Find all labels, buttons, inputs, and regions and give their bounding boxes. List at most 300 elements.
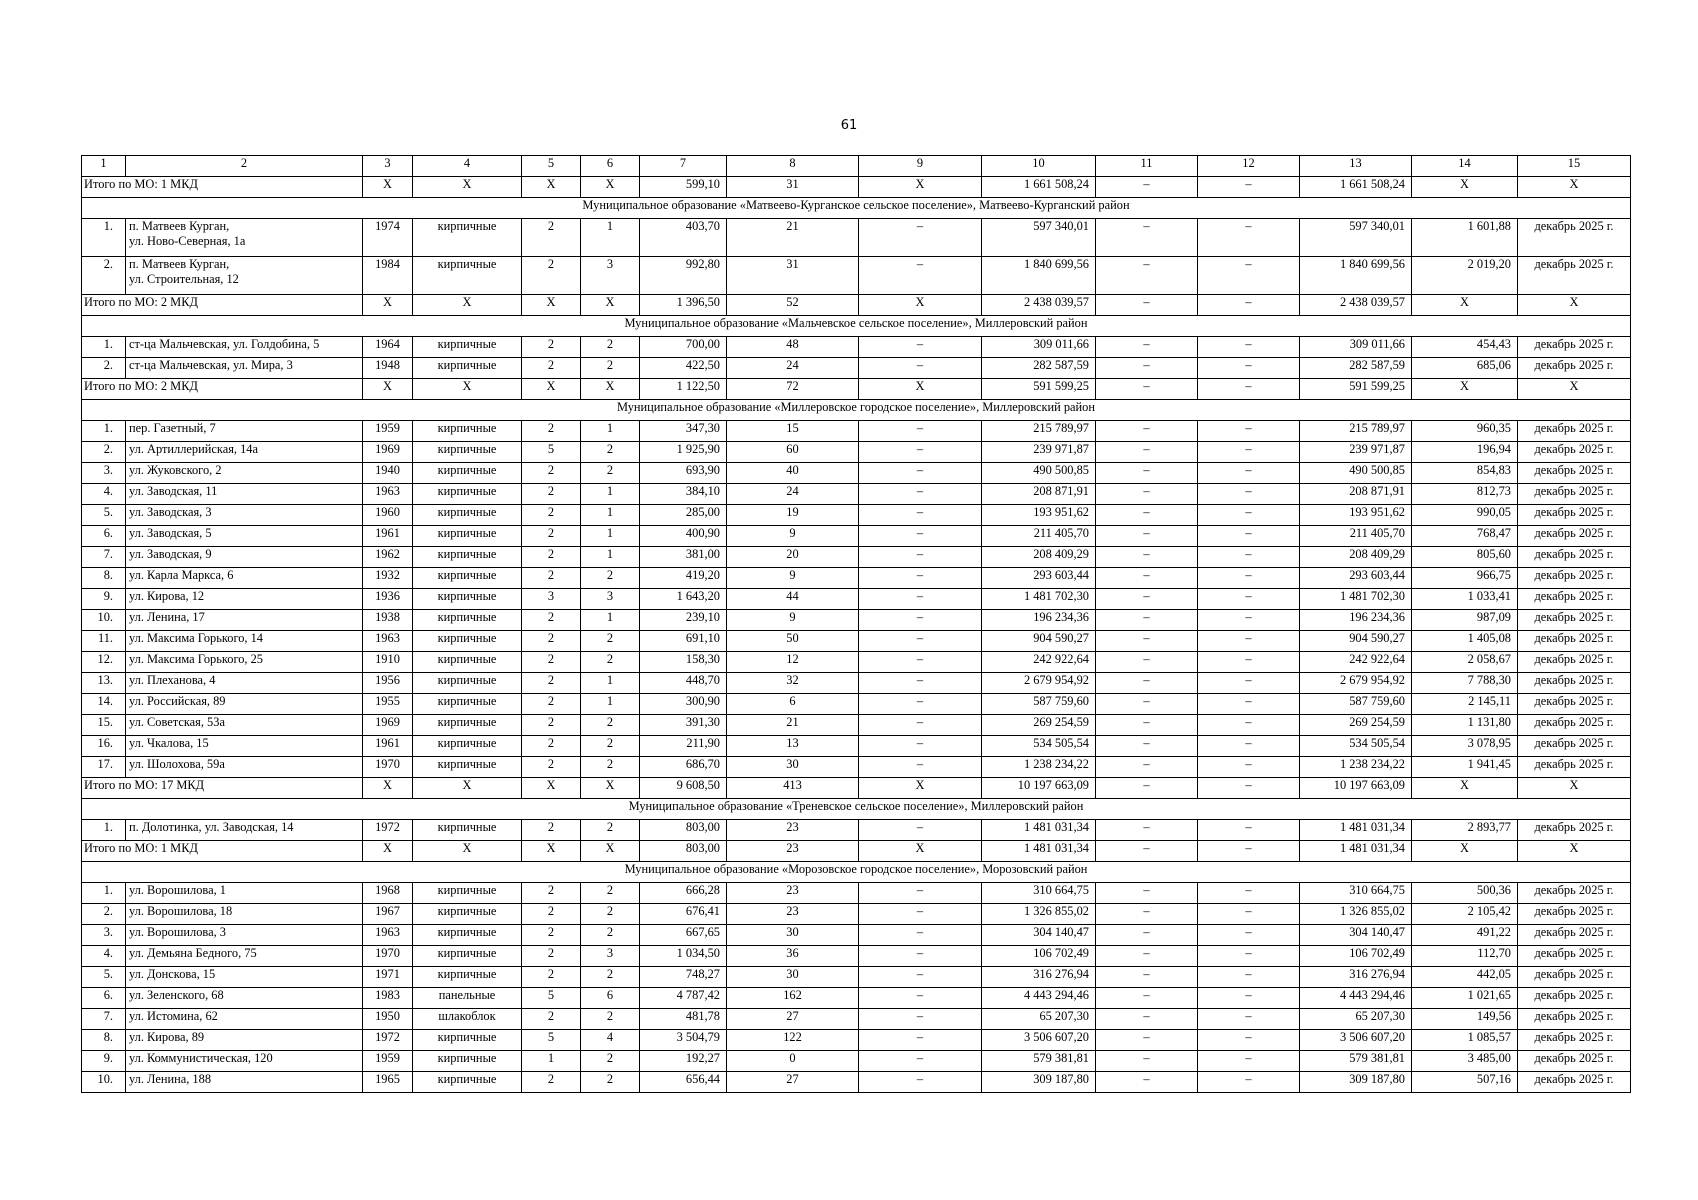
cell-col-4: кирпичные: [413, 442, 522, 463]
cell-col-5: Х: [522, 295, 581, 316]
total-row: [82, 295, 1631, 316]
cell-col-11: –: [1096, 1009, 1198, 1030]
row-index: 8.: [82, 568, 126, 589]
cell-col-14: Х: [1412, 177, 1518, 198]
cell-col-6: 2: [581, 463, 640, 484]
address-cell: ул. Ленина, 188: [126, 1072, 363, 1093]
cell-col-15: декабрь 2025 г.: [1518, 421, 1631, 442]
cell-col-15: декабрь 2025 г.: [1518, 526, 1631, 547]
cell-col-5: 2: [522, 715, 581, 736]
cell-col-6: 1: [581, 526, 640, 547]
total-row: [82, 841, 1631, 862]
cell-col-9: –: [859, 610, 982, 631]
cell-col-15: декабрь 2025 г.: [1518, 946, 1631, 967]
column-number: 15: [1518, 156, 1631, 177]
cell-col-6: 2: [581, 883, 640, 904]
cell-col-15: Х: [1518, 177, 1631, 198]
cell-col-3: 1969: [363, 442, 413, 463]
cell-col-10: 1 840 699,56: [982, 257, 1096, 295]
table-row: [82, 442, 1631, 463]
cell-col-6: 1: [581, 673, 640, 694]
table-row: [82, 484, 1631, 505]
cell-col-12: –: [1198, 589, 1300, 610]
cell-col-3: Х: [363, 778, 413, 799]
table-row: [82, 421, 1631, 442]
cell-col-6: 1: [581, 421, 640, 442]
cell-col-7: 481,78: [640, 1009, 727, 1030]
cell-col-14: 2 145,11: [1412, 694, 1518, 715]
cell-col-7: 803,00: [640, 841, 727, 862]
cell-col-5: 2: [522, 337, 581, 358]
cell-col-11: –: [1096, 631, 1198, 652]
cell-col-15: декабрь 2025 г.: [1518, 757, 1631, 778]
column-number: 8: [727, 156, 859, 177]
cell-col-4: кирпичные: [413, 925, 522, 946]
cell-col-3: Х: [363, 177, 413, 198]
cell-col-6: Х: [581, 778, 640, 799]
row-index: 9.: [82, 589, 126, 610]
cell-col-14: 1 941,45: [1412, 757, 1518, 778]
cell-col-7: 599,10: [640, 177, 727, 198]
cell-col-8: 27: [727, 1009, 859, 1030]
cell-col-11: –: [1096, 379, 1198, 400]
cell-col-15: декабрь 2025 г.: [1518, 547, 1631, 568]
address-cell: ул. Кирова, 12: [126, 589, 363, 610]
cell-col-13: 65 207,30: [1300, 1009, 1412, 1030]
table-row: [82, 967, 1631, 988]
cell-col-9: –: [859, 1051, 982, 1072]
cell-col-8: 48: [727, 337, 859, 358]
cell-col-7: 9 608,50: [640, 778, 727, 799]
section-row: [82, 400, 1631, 421]
cell-col-15: декабрь 2025 г.: [1518, 673, 1631, 694]
cell-col-10: 309 187,80: [982, 1072, 1096, 1093]
cell-col-15: декабрь 2025 г.: [1518, 219, 1631, 257]
row-index: 6.: [82, 526, 126, 547]
cell-col-13: 293 603,44: [1300, 568, 1412, 589]
cell-col-15: декабрь 2025 г.: [1518, 652, 1631, 673]
row-index: 1.: [82, 421, 126, 442]
cell-col-3: 1974: [363, 219, 413, 257]
cell-col-10: 269 254,59: [982, 715, 1096, 736]
cell-col-12: –: [1198, 652, 1300, 673]
table-row: [82, 568, 1631, 589]
cell-col-10: 293 603,44: [982, 568, 1096, 589]
cell-col-13: 1 481 031,34: [1300, 841, 1412, 862]
cell-col-5: 2: [522, 257, 581, 295]
cell-col-6: 2: [581, 904, 640, 925]
cell-col-5: 2: [522, 736, 581, 757]
address-cell: ст-ца Мальчевская, ул. Голдобина, 5: [126, 337, 363, 358]
cell-col-8: 162: [727, 988, 859, 1009]
cell-col-4: панельные: [413, 988, 522, 1009]
row-index: 7.: [82, 1009, 126, 1030]
cell-col-8: 12: [727, 652, 859, 673]
table-row: [82, 673, 1631, 694]
cell-col-10: 3 506 607,20: [982, 1030, 1096, 1051]
cell-col-3: 1938: [363, 610, 413, 631]
cell-col-14: 1 021,65: [1412, 988, 1518, 1009]
cell-col-4: кирпичные: [413, 610, 522, 631]
column-number: 1: [82, 156, 126, 177]
cell-col-14: 768,47: [1412, 526, 1518, 547]
cell-col-3: Х: [363, 295, 413, 316]
cell-col-8: 30: [727, 757, 859, 778]
total-label: Итого по МО: 2 МКД: [82, 379, 363, 400]
cell-col-5: 2: [522, 505, 581, 526]
cell-col-5: 2: [522, 463, 581, 484]
cell-col-7: 347,30: [640, 421, 727, 442]
cell-col-9: –: [859, 257, 982, 295]
table-row: [82, 631, 1631, 652]
cell-col-15: декабрь 2025 г.: [1518, 257, 1631, 295]
cell-col-8: 36: [727, 946, 859, 967]
address-cell: ул. Шолохова, 59а: [126, 757, 363, 778]
address-cell: п. Долотинка, ул. Заводская, 14: [126, 820, 363, 841]
cell-col-8: 44: [727, 589, 859, 610]
row-index: 8.: [82, 1030, 126, 1051]
cell-col-3: 1983: [363, 988, 413, 1009]
cell-col-4: Х: [413, 841, 522, 862]
cell-col-10: 597 340,01: [982, 219, 1096, 257]
cell-col-5: 2: [522, 925, 581, 946]
cell-col-10: 534 505,54: [982, 736, 1096, 757]
row-index: 2.: [82, 904, 126, 925]
cell-col-7: 686,70: [640, 757, 727, 778]
cell-col-6: Х: [581, 177, 640, 198]
address-cell: ул. Чкалова, 15: [126, 736, 363, 757]
cell-col-4: кирпичные: [413, 257, 522, 295]
cell-col-11: –: [1096, 757, 1198, 778]
cell-col-10: 1 481 702,30: [982, 589, 1096, 610]
cell-col-14: 3 485,00: [1412, 1051, 1518, 1072]
cell-col-6: 2: [581, 568, 640, 589]
cell-col-6: 1: [581, 694, 640, 715]
cell-col-3: 1963: [363, 484, 413, 505]
cell-col-7: 1 122,50: [640, 379, 727, 400]
cell-col-8: 24: [727, 484, 859, 505]
page-number: 61: [840, 118, 858, 133]
cell-col-14: 2 893,77: [1412, 820, 1518, 841]
address-cell: ул. Кирова, 89: [126, 1030, 363, 1051]
cell-col-15: декабрь 2025 г.: [1518, 1072, 1631, 1093]
cell-col-5: 2: [522, 757, 581, 778]
cell-col-9: –: [859, 1030, 982, 1051]
cell-col-10: 310 664,75: [982, 883, 1096, 904]
cell-col-5: Х: [522, 841, 581, 862]
section-title: Муниципальное образование «Мальчевское сельское поселение», Миллеровский район: [82, 316, 1631, 337]
address-line-2: ул. Строительная, 12: [129, 272, 239, 286]
cell-col-14: 500,36: [1412, 883, 1518, 904]
cell-col-13: 904 590,27: [1300, 631, 1412, 652]
row-index: 1.: [82, 219, 126, 257]
address-cell: ул. Ворошилова, 18: [126, 904, 363, 925]
cell-col-8: 40: [727, 463, 859, 484]
table-row: [82, 883, 1631, 904]
cell-col-4: кирпичные: [413, 526, 522, 547]
cell-col-14: 1 085,57: [1412, 1030, 1518, 1051]
cell-col-15: Х: [1518, 295, 1631, 316]
cell-col-10: 1 326 855,02: [982, 904, 1096, 925]
cell-col-6: 2: [581, 442, 640, 463]
table-row: [82, 526, 1631, 547]
cell-col-14: 2 105,42: [1412, 904, 1518, 925]
cell-col-8: 23: [727, 904, 859, 925]
cell-col-4: кирпичные: [413, 757, 522, 778]
cell-col-8: 6: [727, 694, 859, 715]
cell-col-4: кирпичные: [413, 219, 522, 257]
cell-col-10: 904 590,27: [982, 631, 1096, 652]
cell-col-8: 9: [727, 610, 859, 631]
cell-col-4: кирпичные: [413, 967, 522, 988]
cell-col-11: –: [1096, 841, 1198, 862]
address-cell: ул. Заводская, 11: [126, 484, 363, 505]
cell-col-13: 269 254,59: [1300, 715, 1412, 736]
cell-col-6: 4: [581, 1030, 640, 1051]
column-number: 14: [1412, 156, 1518, 177]
cell-col-13: 242 922,64: [1300, 652, 1412, 673]
table-row: [82, 257, 1631, 295]
cell-col-12: –: [1198, 1030, 1300, 1051]
cell-col-5: 1: [522, 1051, 581, 1072]
cell-col-12: –: [1198, 568, 1300, 589]
row-index: 11.: [82, 631, 126, 652]
cell-col-11: –: [1096, 568, 1198, 589]
section-title: Муниципальное образование «Матвеево-Курганское сельское поселение», Матвеево-Курганский район: [82, 198, 1631, 219]
cell-col-7: 676,41: [640, 904, 727, 925]
cell-col-10: 591 599,25: [982, 379, 1096, 400]
cell-col-14: 966,75: [1412, 568, 1518, 589]
row-index: 5.: [82, 967, 126, 988]
cell-col-6: 3: [581, 589, 640, 610]
cell-col-13: 304 140,47: [1300, 925, 1412, 946]
cell-col-13: 4 443 294,46: [1300, 988, 1412, 1009]
cell-col-9: –: [859, 652, 982, 673]
cell-col-6: 6: [581, 988, 640, 1009]
cell-col-3: 1960: [363, 505, 413, 526]
cell-col-7: 422,50: [640, 358, 727, 379]
cell-col-15: Х: [1518, 778, 1631, 799]
cell-col-5: 5: [522, 1030, 581, 1051]
cell-col-13: 211 405,70: [1300, 526, 1412, 547]
cell-col-7: 1 396,50: [640, 295, 727, 316]
cell-col-8: 21: [727, 219, 859, 257]
cell-col-13: 2 679 954,92: [1300, 673, 1412, 694]
cell-col-9: Х: [859, 177, 982, 198]
cell-col-13: 1 481 702,30: [1300, 589, 1412, 610]
cell-col-9: –: [859, 883, 982, 904]
cell-col-8: 27: [727, 1072, 859, 1093]
cell-col-9: –: [859, 358, 982, 379]
cell-col-6: 2: [581, 631, 640, 652]
cell-col-11: –: [1096, 484, 1198, 505]
section-row: [82, 198, 1631, 219]
cell-col-7: 803,00: [640, 820, 727, 841]
cell-col-7: 192,27: [640, 1051, 727, 1072]
cell-col-11: –: [1096, 673, 1198, 694]
cell-col-10: 4 443 294,46: [982, 988, 1096, 1009]
row-index: 16.: [82, 736, 126, 757]
section-row: [82, 316, 1631, 337]
cell-col-7: 656,44: [640, 1072, 727, 1093]
cell-col-12: –: [1198, 358, 1300, 379]
total-label: Итого по МО: 1 МКД: [82, 177, 363, 198]
cell-col-4: шлакоблок: [413, 1009, 522, 1030]
cell-col-13: 309 011,66: [1300, 337, 1412, 358]
address-line-1: п. Матвеев Курган,: [129, 257, 230, 271]
cell-col-4: кирпичные: [413, 1030, 522, 1051]
cell-col-7: 992,80: [640, 257, 727, 295]
total-label: Итого по МО: 2 МКД: [82, 295, 363, 316]
section-row: [82, 799, 1631, 820]
cell-col-7: 285,00: [640, 505, 727, 526]
cell-col-11: –: [1096, 177, 1198, 198]
cell-col-9: –: [859, 925, 982, 946]
cell-col-3: 1963: [363, 631, 413, 652]
cell-col-11: –: [1096, 1072, 1198, 1093]
cell-col-7: 158,30: [640, 652, 727, 673]
cell-col-4: кирпичные: [413, 715, 522, 736]
cell-col-7: 239,10: [640, 610, 727, 631]
cell-col-13: 106 702,49: [1300, 946, 1412, 967]
cell-col-14: 196,94: [1412, 442, 1518, 463]
cell-col-4: кирпичные: [413, 736, 522, 757]
cell-col-10: 316 276,94: [982, 967, 1096, 988]
address-cell: ул. Жуковского, 2: [126, 463, 363, 484]
cell-col-4: кирпичные: [413, 505, 522, 526]
cell-col-6: 2: [581, 736, 640, 757]
cell-col-15: декабрь 2025 г.: [1518, 715, 1631, 736]
cell-col-12: –: [1198, 526, 1300, 547]
address-cell: ул. Ленина, 17: [126, 610, 363, 631]
cell-col-15: декабрь 2025 г.: [1518, 568, 1631, 589]
cell-col-3: Х: [363, 379, 413, 400]
cell-col-15: декабрь 2025 г.: [1518, 631, 1631, 652]
cell-col-3: 1964: [363, 337, 413, 358]
row-index: 14.: [82, 694, 126, 715]
cell-col-12: –: [1198, 177, 1300, 198]
cell-col-4: Х: [413, 177, 522, 198]
table-row: [82, 463, 1631, 484]
cell-col-3: 1932: [363, 568, 413, 589]
cell-col-3: 1948: [363, 358, 413, 379]
total-row: [82, 778, 1631, 799]
cell-col-4: Х: [413, 778, 522, 799]
column-number-row: [82, 156, 1631, 177]
cell-col-8: 122: [727, 1030, 859, 1051]
table-body: [82, 177, 1631, 1093]
cell-col-6: Х: [581, 841, 640, 862]
cell-col-7: 693,90: [640, 463, 727, 484]
cell-col-8: 19: [727, 505, 859, 526]
cell-col-12: –: [1198, 988, 1300, 1009]
cell-col-8: 21: [727, 715, 859, 736]
cell-col-3: 1963: [363, 925, 413, 946]
cell-col-11: –: [1096, 219, 1198, 257]
cell-col-9: –: [859, 694, 982, 715]
cell-col-8: 413: [727, 778, 859, 799]
cell-col-14: 960,35: [1412, 421, 1518, 442]
cell-col-3: 1972: [363, 1030, 413, 1051]
cell-col-12: –: [1198, 1051, 1300, 1072]
cell-col-11: –: [1096, 736, 1198, 757]
cell-col-12: –: [1198, 379, 1300, 400]
cell-col-7: 1 925,90: [640, 442, 727, 463]
cell-col-8: 31: [727, 257, 859, 295]
cell-col-10: 193 951,62: [982, 505, 1096, 526]
cell-col-5: 2: [522, 219, 581, 257]
cell-col-15: декабрь 2025 г.: [1518, 610, 1631, 631]
address-cell: ул. Заводская, 3: [126, 505, 363, 526]
cell-col-12: –: [1198, 257, 1300, 295]
address-cell: [126, 257, 363, 295]
column-number: 11: [1096, 156, 1198, 177]
cell-col-14: Х: [1412, 778, 1518, 799]
cell-col-15: декабрь 2025 г.: [1518, 1030, 1631, 1051]
cell-col-12: –: [1198, 1072, 1300, 1093]
cell-col-6: 3: [581, 946, 640, 967]
table-row: [82, 820, 1631, 841]
cell-col-5: 2: [522, 358, 581, 379]
cell-col-4: кирпичные: [413, 631, 522, 652]
cell-col-9: –: [859, 1072, 982, 1093]
cell-col-13: 2 438 039,57: [1300, 295, 1412, 316]
row-index: 4.: [82, 946, 126, 967]
cell-col-14: 990,05: [1412, 505, 1518, 526]
cell-col-14: 2 019,20: [1412, 257, 1518, 295]
cell-col-12: –: [1198, 820, 1300, 841]
cell-col-15: Х: [1518, 379, 1631, 400]
cell-col-9: –: [859, 442, 982, 463]
cell-col-10: 106 702,49: [982, 946, 1096, 967]
column-number: 13: [1300, 156, 1412, 177]
cell-col-10: 1 481 031,34: [982, 820, 1096, 841]
cell-col-5: 2: [522, 1072, 581, 1093]
cell-col-11: –: [1096, 694, 1198, 715]
table-row: [82, 505, 1631, 526]
table-row: [82, 1009, 1631, 1030]
cell-col-14: 442,05: [1412, 967, 1518, 988]
address-line-2: ул. Ново-Северная, 1а: [129, 234, 246, 248]
table-row: [82, 589, 1631, 610]
cell-col-9: –: [859, 757, 982, 778]
cell-col-8: 23: [727, 820, 859, 841]
cell-col-5: Х: [522, 177, 581, 198]
cell-col-6: 2: [581, 337, 640, 358]
cell-col-7: 1 034,50: [640, 946, 727, 967]
cell-col-5: 2: [522, 568, 581, 589]
cell-col-14: Х: [1412, 379, 1518, 400]
cell-col-10: 304 140,47: [982, 925, 1096, 946]
cell-col-4: кирпичные: [413, 652, 522, 673]
cell-col-4: Х: [413, 295, 522, 316]
cell-col-5: Х: [522, 778, 581, 799]
cell-col-13: 239 971,87: [1300, 442, 1412, 463]
cell-col-15: декабрь 2025 г.: [1518, 1009, 1631, 1030]
cell-col-12: –: [1198, 904, 1300, 925]
cell-col-6: 2: [581, 820, 640, 841]
cell-col-8: 30: [727, 967, 859, 988]
row-index: 5.: [82, 505, 126, 526]
cell-col-12: –: [1198, 219, 1300, 257]
cell-col-11: –: [1096, 589, 1198, 610]
table-row: [82, 904, 1631, 925]
cell-col-14: 1 405,08: [1412, 631, 1518, 652]
cell-col-10: 239 971,87: [982, 442, 1096, 463]
cell-col-12: –: [1198, 442, 1300, 463]
cell-col-6: 3: [581, 257, 640, 295]
cell-col-4: кирпичные: [413, 904, 522, 925]
